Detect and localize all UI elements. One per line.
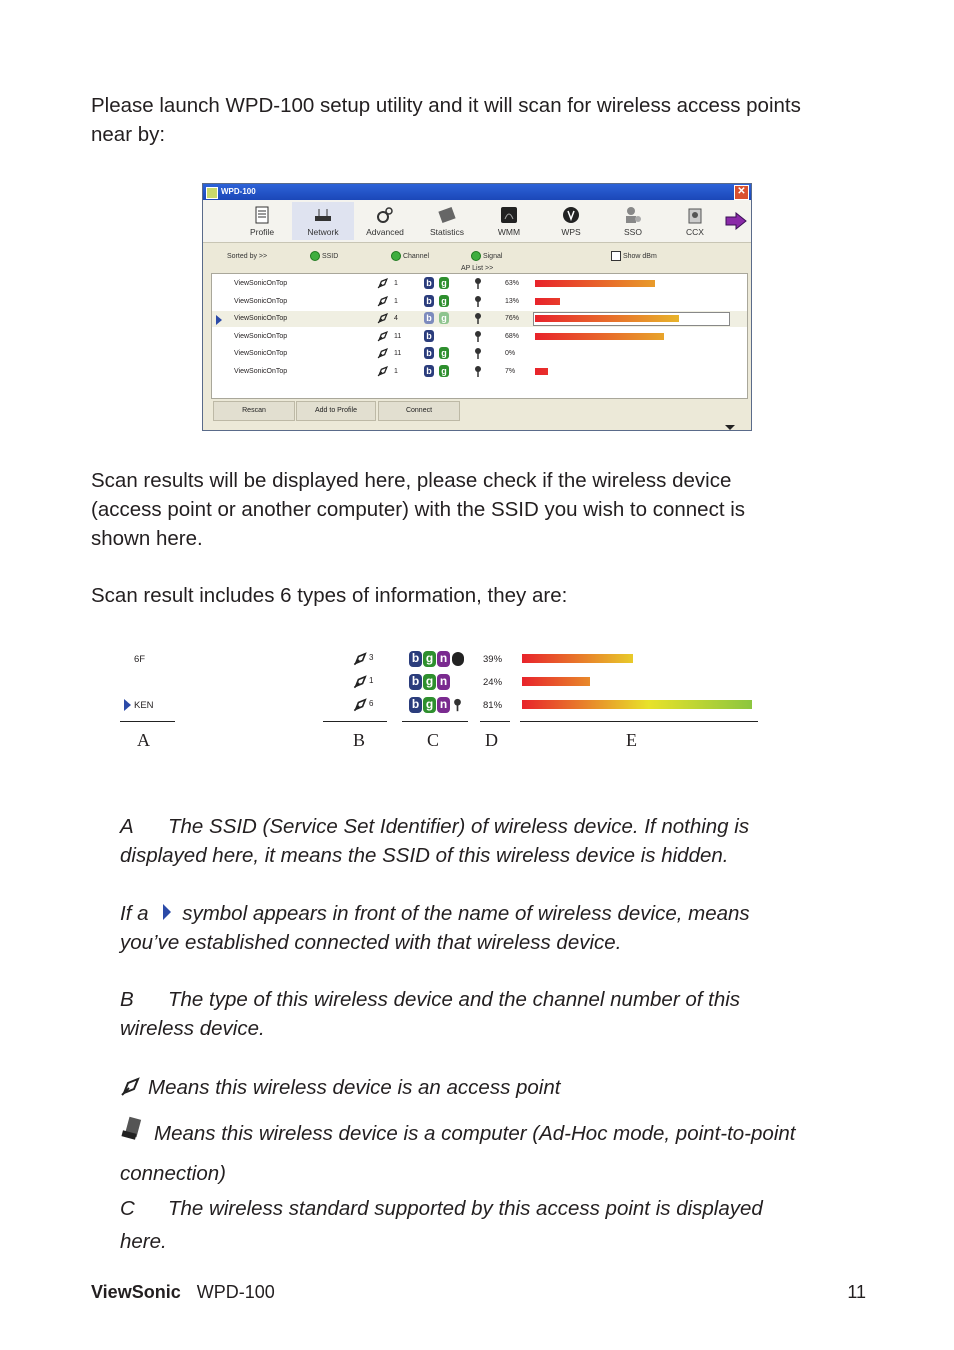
ap-list-row[interactable] <box>212 294 747 310</box>
legend-channel: 3 <box>369 653 374 662</box>
access-point-icon <box>377 295 389 307</box>
standard-g-badge: g <box>439 365 449 377</box>
legend-ssid: 6F <box>134 654 146 665</box>
legend-signal-percent: 81% <box>483 700 503 711</box>
signal-tower-icon <box>474 366 482 377</box>
access-point-icon <box>377 365 389 377</box>
signal-bar-track <box>535 315 730 322</box>
wireless-security-icon <box>452 652 464 666</box>
legend-letter-c: C <box>427 730 440 750</box>
toolbar-wmm-button[interactable] <box>478 202 540 240</box>
network-icon <box>313 205 333 225</box>
sort-bar <box>213 250 743 264</box>
signal-bar-track <box>535 280 730 287</box>
row-signal-percent: 0% <box>505 350 516 357</box>
standard-g-badge: g <box>439 295 449 307</box>
underline-e <box>520 721 758 722</box>
utility-window <box>202 183 752 431</box>
pc-means-text: Means this wireless device is a computer (Ad-Hoc mode, point-to-point <box>154 1122 796 1145</box>
standard-b-badge: b <box>409 674 422 690</box>
desc-a <box>120 812 880 870</box>
row-ssid: ViewSonicOnTop <box>234 332 288 340</box>
radio-dot-icon <box>310 251 320 261</box>
ap-list <box>211 273 748 399</box>
access-point-icon <box>353 697 368 712</box>
desc-c <box>120 1192 880 1258</box>
row-channel: 11 <box>394 332 402 340</box>
rescan-button[interactable]: Rescan <box>213 401 295 421</box>
app-icon <box>206 187 218 199</box>
access-point-icon <box>377 277 389 289</box>
sort-signal-radio[interactable] <box>471 251 502 261</box>
toolbar-ccx-button[interactable] <box>664 202 726 240</box>
signal-bar <box>535 280 655 287</box>
standard-g-badge: g <box>439 347 449 359</box>
toolbar-label: CCX <box>686 227 704 237</box>
checkbox-box <box>611 251 621 261</box>
page-number: 11 <box>847 1282 866 1302</box>
signal-tower-icon <box>474 296 482 307</box>
signal-bar-track <box>535 368 730 375</box>
standard-n-badge: n <box>437 651 450 667</box>
signal-bar-track <box>535 298 730 305</box>
ap-list-row[interactable] <box>212 311 747 327</box>
info-types-paragraph: Scan result includes 6 types of information, they are: <box>91 584 568 607</box>
row-signal-percent: 76% <box>505 315 520 322</box>
show-dbm-label: Show dBm <box>622 252 657 260</box>
sort-ssid-radio[interactable] <box>310 251 338 261</box>
wmm-icon <box>499 205 519 225</box>
profile-icon <box>252 205 272 225</box>
access-point-icon <box>353 651 368 666</box>
row-channel: 4 <box>394 315 398 322</box>
toolbar-label: WPS <box>561 227 581 237</box>
desc-b-line-2: wireless device. <box>120 1017 265 1040</box>
intro-line-2: near by: <box>91 123 166 146</box>
signal-bar-track <box>535 350 730 357</box>
intro-line-1: Please launch WPD-100 setup utility and it will scan for wireless access points <box>91 94 801 117</box>
close-button[interactable]: ✕ <box>734 185 749 200</box>
toolbar-wps-button[interactable] <box>540 202 602 240</box>
toolbar-label: WMM <box>497 227 521 237</box>
standard-b-badge: b <box>424 295 434 307</box>
standard-g-badge: g <box>439 312 449 324</box>
legend-row <box>118 672 763 692</box>
signal-tower-icon <box>474 348 482 359</box>
show-dbm-checkbox[interactable] <box>611 251 657 261</box>
standard-b-badge: b <box>424 312 434 324</box>
signal-tower-icon <box>474 313 482 324</box>
connected-arrow-icon <box>160 902 174 922</box>
footer-model: WPD-100 <box>196 1282 275 1302</box>
row-ssid: ViewSonicOnTop <box>234 315 288 322</box>
standard-n-badge: n <box>437 674 450 690</box>
wps-icon <box>561 205 581 225</box>
access-point-icon <box>353 674 368 689</box>
row-signal-percent: 13% <box>505 297 520 305</box>
computer-icon <box>120 1116 146 1142</box>
standard-b-badge: b <box>409 651 422 667</box>
para2-line-2: (access point or another computer) with the SSID you wish to connect is <box>91 498 746 521</box>
connected-arrow-icon <box>124 699 131 711</box>
toolbar-label: Profile <box>249 227 275 237</box>
legend-signal-percent: 39% <box>483 654 503 665</box>
toolbar-statistics-button[interactable] <box>416 202 478 240</box>
window-title: WPD-100 <box>221 187 256 196</box>
signal-tower-icon <box>474 331 482 342</box>
signal-bar <box>535 333 664 340</box>
signal-bar-track <box>535 333 730 340</box>
connect-button[interactable]: Connect <box>378 401 460 421</box>
ap-list-label: AP List >> <box>461 265 494 272</box>
legend-letter-e: E <box>626 730 637 750</box>
standard-g-badge: g <box>423 697 436 713</box>
para2-line-3: shown here. <box>91 527 203 550</box>
signal-bar <box>535 368 548 375</box>
access-point-icon <box>377 330 389 342</box>
underline-d <box>480 721 510 722</box>
standard-b-badge: b <box>424 347 434 359</box>
row-channel: 1 <box>394 280 398 287</box>
desc-b-line-1: The type of this wireless device and the channel number of this <box>168 988 741 1011</box>
statistics-icon <box>437 205 457 225</box>
legend-letter-d: D <box>485 730 498 750</box>
sort-signal-label: Signal <box>482 252 503 260</box>
scan-results-paragraph <box>91 466 881 553</box>
legend-ssid: KEN <box>134 700 154 711</box>
intro-paragraph <box>91 91 881 149</box>
desc-connected-symbol <box>120 899 880 957</box>
desc-b-key: B <box>120 988 134 1011</box>
legend-row <box>118 695 763 715</box>
toolbar-label: Network <box>307 227 339 237</box>
advanced-icon <box>375 205 395 225</box>
row-channel: 1 <box>394 297 398 305</box>
row-channel: 11 <box>394 350 402 357</box>
legend-row <box>118 649 763 669</box>
desc-b <box>120 985 880 1043</box>
page-footer <box>91 1282 866 1303</box>
ccx-icon <box>685 205 705 225</box>
legend-signal-bar <box>522 700 752 709</box>
toolbar <box>203 200 751 243</box>
footer-brand: ViewSonic <box>91 1282 181 1302</box>
pc-means-line-2: connection) <box>120 1162 226 1185</box>
signal-bar <box>535 298 560 305</box>
title-bar <box>203 184 751 200</box>
standard-n-badge: n <box>437 697 450 713</box>
row-channel: 1 <box>394 367 398 375</box>
standard-g-badge: g <box>439 277 449 289</box>
underline-c <box>402 721 468 722</box>
legend-signal-bar <box>522 677 590 686</box>
signal-tower-icon <box>453 698 462 712</box>
sort-ssid-label: SSID <box>321 252 339 260</box>
access-point-icon <box>377 312 389 324</box>
toolbar-label: Statistics <box>429 227 464 237</box>
desc-c-key: C <box>120 1197 135 1220</box>
standard-b-badge: b <box>409 697 422 713</box>
row-signal-percent: 68% <box>505 332 520 340</box>
desc-a-key: A <box>120 815 134 838</box>
standard-b-badge: b <box>424 365 434 377</box>
connected-arrow-icon <box>216 315 222 325</box>
row-ssid: ViewSonicOnTop <box>234 350 288 357</box>
ap-list-row[interactable] <box>212 329 747 345</box>
desc-c-line-2: here. <box>120 1230 167 1253</box>
standard-g-badge: g <box>423 651 436 667</box>
access-point-icon <box>377 347 389 359</box>
sso-icon <box>623 205 643 225</box>
toolbar-network-button[interactable] <box>292 202 354 240</box>
row-signal-percent: 63% <box>505 280 520 287</box>
sorted-by-label: Sorted by >> <box>227 253 268 260</box>
access-point-icon <box>120 1075 142 1097</box>
toolbar-profile-button[interactable] <box>231 202 293 240</box>
signal-tower-icon <box>474 278 482 289</box>
radio-dot-icon <box>391 251 401 261</box>
sort-channel-radio[interactable] <box>391 251 429 261</box>
row-signal-percent: 7% <box>505 367 516 375</box>
legend-letter-b: B <box>353 730 366 750</box>
scan-result-legend <box>118 645 763 755</box>
symbol-line-2: you’ve established connected with that wireless device. <box>120 931 622 954</box>
row-ssid: ViewSonicOnTop <box>234 280 288 287</box>
radio-dot-icon <box>471 251 481 261</box>
para2-line-1: Scan results will be displayed here, please check if the wireless device <box>91 469 732 492</box>
legend-channel: 1 <box>369 676 374 685</box>
toolbar-label: SSO <box>624 227 642 237</box>
next-arrow-icon[interactable] <box>725 212 747 230</box>
toolbar-advanced-button[interactable] <box>354 202 416 240</box>
symbol-line-1: symbol appears in front of the name of wireless device, means <box>182 902 750 925</box>
add-to-profile-button[interactable]: Add to Profile <box>296 401 376 421</box>
if-a-text: If a <box>120 902 149 925</box>
standard-g-badge: g <box>423 674 436 690</box>
ap-means-text: Means this wireless device is an access point <box>148 1076 561 1099</box>
ap-list-row[interactable] <box>212 276 747 292</box>
desc-a-line-1: The SSID (Service Set Identifier) of wireless device. If nothing is <box>168 815 750 838</box>
scroll-down-icon[interactable] <box>725 425 735 430</box>
legend-letter-a: A <box>137 730 150 750</box>
underline-a <box>120 721 175 722</box>
row-ssid: ViewSonicOnTop <box>234 367 288 375</box>
desc-ap-symbol <box>120 1073 880 1102</box>
toolbar-sso-button[interactable] <box>602 202 664 240</box>
sort-channel-label: Channel <box>402 252 430 260</box>
standard-b-badge: b <box>424 330 434 342</box>
ap-list-row[interactable] <box>212 364 747 380</box>
legend-signal-percent: 24% <box>483 677 503 688</box>
legend-signal-bar <box>522 654 633 663</box>
desc-c-line-1: The wireless standard supported by this access point is displayed <box>168 1197 763 1220</box>
legend-channel: 6 <box>369 699 374 708</box>
ap-list-row[interactable] <box>212 346 747 362</box>
standard-b-badge: b <box>424 277 434 289</box>
toolbar-label: Advanced <box>366 227 404 237</box>
underline-b <box>323 721 387 722</box>
desc-pc-symbol <box>120 1114 880 1194</box>
signal-bar <box>535 315 679 322</box>
row-ssid: ViewSonicOnTop <box>234 297 288 305</box>
desc-a-line-2: displayed here, it means the SSID of this wireless device is hidden. <box>120 844 729 867</box>
